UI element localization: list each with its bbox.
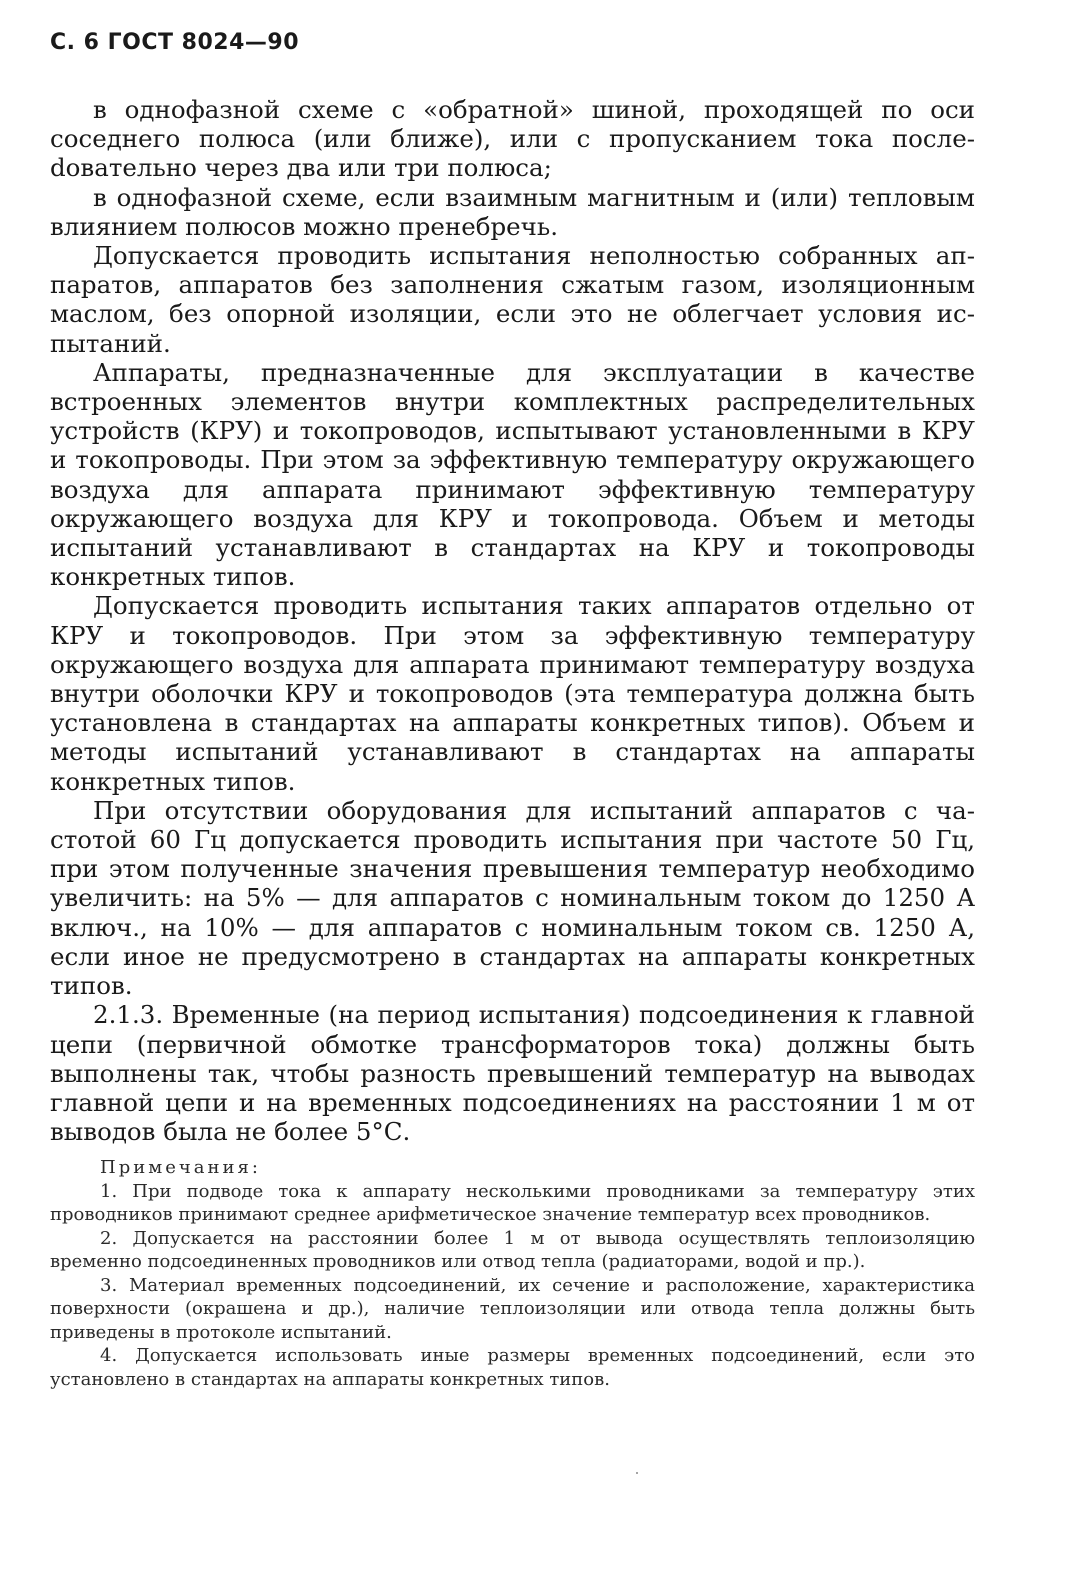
- note-item: 2. Допускается на расстоянии более 1 м от вывода осуществлять теплоизоляцию временно подсоединенных проводников или отвод тепла (радиаторами, водой и пр.).: [50, 1227, 975, 1272]
- scan-speck: [636, 1472, 638, 1474]
- paragraph-clause-2-1-3: 2.1.3. Временные (на период испытания) подсоединения к главной цепи (первичной обмотке трансформаторов тока) должны быть выполнены так, чтобы разность превышений температур на выводах главной цепи и на временных подсоединениях на расстоянии 1 м от выводов была не более 5°С.: [50, 1000, 975, 1147]
- running-header: С. 6 ГОСТ 8024—90: [50, 30, 300, 55]
- note-item: 1. При подводе тока к аппарату несколькими проводниками за температуру этих проводников принимают среднее арифметическое значение температур всех проводников.: [50, 1180, 975, 1225]
- notes-title: Примечания:: [100, 1157, 261, 1178]
- note-item: 3. Материал временных подсоединений, их сечение и расположение, характеристика поверхности (окрашена и др.), наличие теплоизоляции или отвода тепла должны быть приведены в протоколе испытаний.: [50, 1274, 975, 1343]
- paragraph-single-phase-negligible-influence: в однофазной схеме, если взаимным магнитным и (или) тепловым влиянием полюсов можно пренебречь.: [50, 182, 975, 241]
- body-text: [50, 95, 975, 1146]
- paragraph-built-in-elements: Аппараты, предназначенные для эксплуатации в качестве встроенных элементов внутри комплектных распределительных устройств (КРУ) и токопроводов, испытывают установленными в КРУ и токопроводы. При этом за эффективную температуру окружающего воздуха для аппарата принимают эффективную температуру окружающего воздуха для КРУ и токопровода. Объем и методы испытаний устанавливают в стандартах на КРУ и токопроводы конкретных типов.: [50, 357, 975, 592]
- paragraph-separate-testing: Допускается проводить испытания таких аппаратов отдельно от КРУ и токопроводов. При этом за эффективную температуру окружающего воздуха для аппарата принимают температуру воздуха внутри оболочки КРУ и токопроводов (эта температура должна быть установлена в стандартах на аппараты конкретных типов). Объем и методы испытаний устанавливают в стандартах на аппараты конкретных типов.: [50, 591, 975, 796]
- note-item: 4. Допускается использовать иные размеры временных подсоединений, если это установлено в стандартах на аппараты конкретных типов.: [50, 1345, 975, 1390]
- notes-section: [50, 1156, 975, 1391]
- paragraph-incomplete-apparatus: Допускается проводить испытания неполностью собранных аппаратов, аппаратов без заполнения сжатым газом, изоляционным маслом, без опорной изоляции, если это не облегчает условия испытаний.: [50, 241, 975, 358]
- paragraph-single-phase-return-bus: в однофазной схеме с «обратной» шиной, проходящей по оси соседнего полюса (или ближе), или с пропусканием тока послеdовательно через два или три полюса;: [50, 95, 975, 183]
- paragraph-frequency-correction: При отсутствии оборудования для испытаний аппаратов с частотой 60 Гц допускается проводить испытания при частоте 50 Гц, при этом полученные значения превышения температур необходимо увеличить: на 5% — для аппаратов с номинальным током до 1250 А включ., на 10% — для аппаратов с номинальным током св. 1250 А, если иное не предусмотрено в стандартах на аппараты конкретных типов.: [50, 795, 975, 1001]
